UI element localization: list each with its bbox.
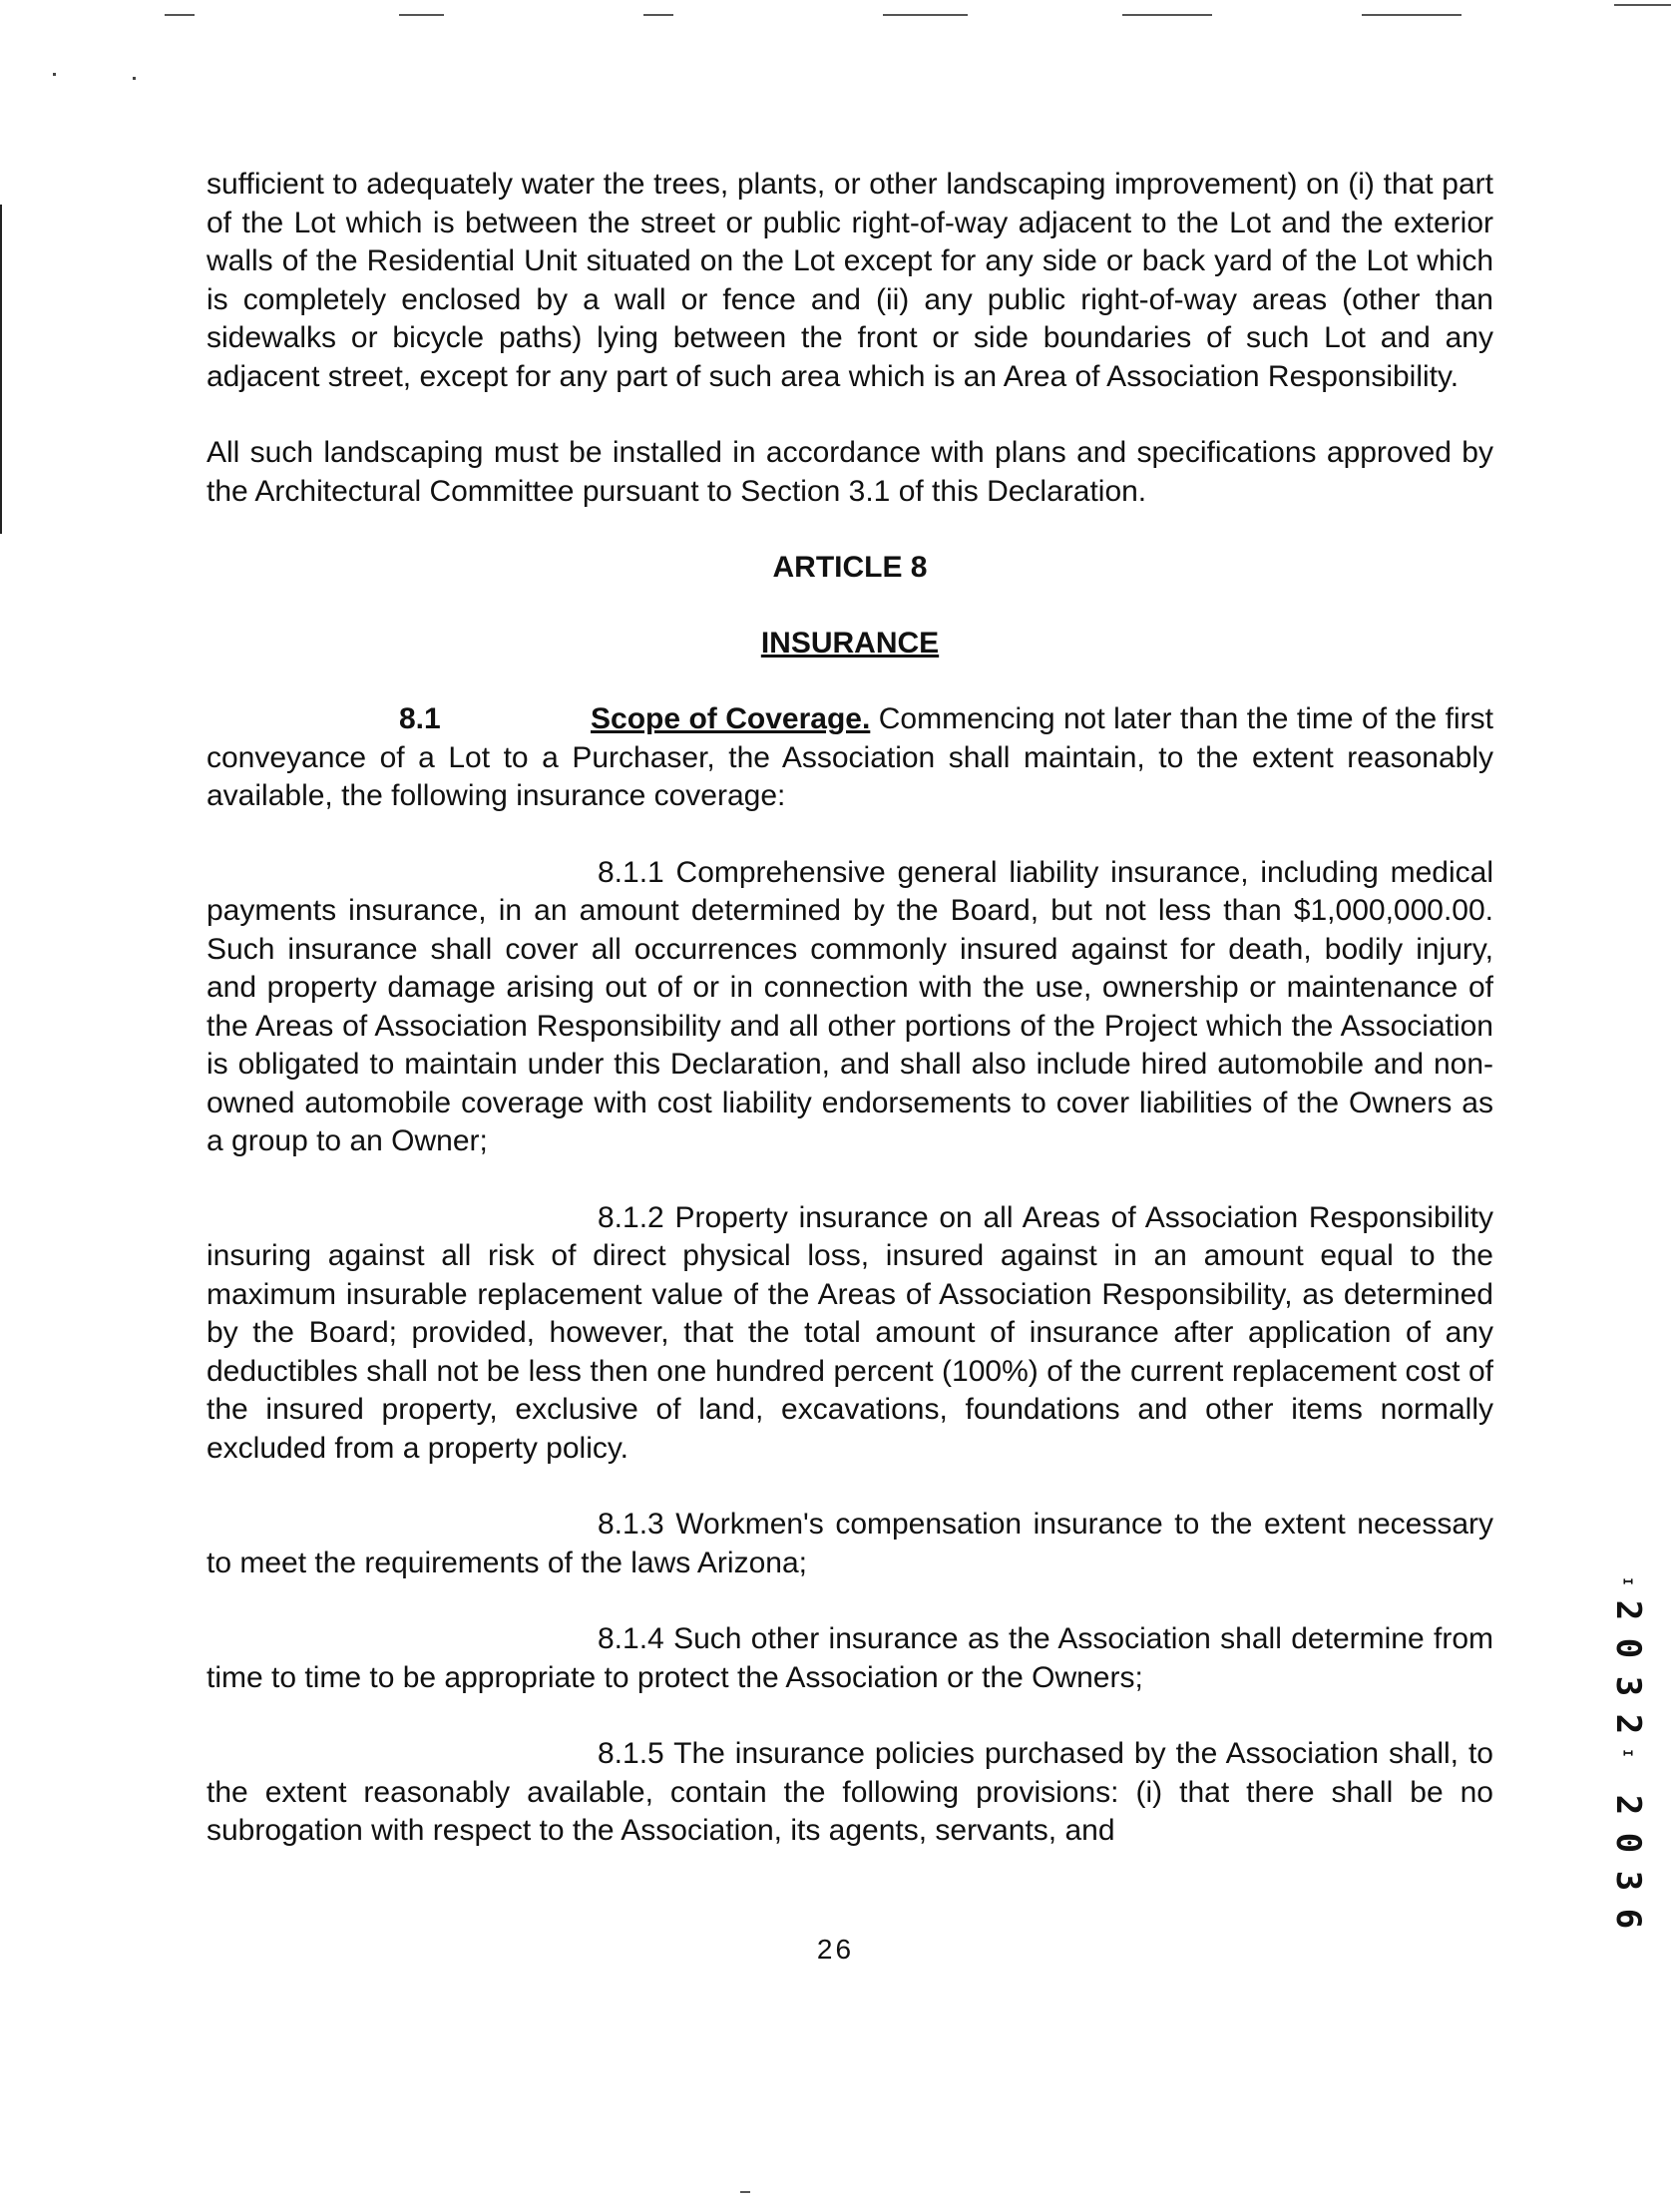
scan-artifact: [643, 14, 673, 16]
document-page: [207, 166, 1493, 1851]
stamp-mark: I: [1620, 1749, 1635, 1757]
stamp-digit: 3: [1607, 1870, 1648, 1892]
scan-artifact: [133, 77, 136, 80]
scan-artifact: [883, 14, 968, 16]
stamp-digit: 2: [1607, 1713, 1648, 1735]
scan-artifact: [1614, 4, 1671, 6]
stamp-digit: 2: [1607, 1794, 1648, 1816]
article-heading: ARTICLE 8: [772, 551, 928, 584]
scan-artifact: [399, 14, 444, 16]
page-number: 26: [816, 1934, 855, 1965]
stamp-digit: 0: [1607, 1832, 1648, 1854]
article-title-text: INSURANCE: [760, 627, 940, 660]
stamp-digit: 2: [1607, 1599, 1648, 1621]
section-title: Scope of Coverage.: [591, 702, 871, 735]
stamp-digit: 0: [1607, 1637, 1648, 1659]
scan-artifact: [53, 73, 56, 76]
stamp-mark: I: [1620, 1577, 1635, 1585]
margin-line: [0, 205, 2, 534]
scan-artifact: [740, 2191, 750, 2193]
subsection-8-1-1: 8.1.1 Comprehensive general liability insurance, including medical payments insurance, in an amount determined by the Board, but not less than $1,000,000.00. Such insurance shall cover all occurrences commonly insured against for death, bodily injury, and property damage arising out of or in connection with the use, ownership or maintenance of the Areas of Association Responsibility and all other portions of the Project which the Association is obligated to maintain under this Declaration, and shall also include hired automobile and non-owned automobile coverage with cost liability endorsements to cover liabilities of the Owners as a group to an Owner;: [207, 855, 1493, 1157]
stamp-group-1: [1608, 1571, 1648, 1763]
subsection-8-1-4: 8.1.4 Such other insurance as the Association shall determine from time to time to be appropriate to protect the Association or the Owners;: [207, 1622, 1493, 1694]
paragraph-landscaping-scope: sufficient to adequately water the trees, plants, or other landscaping improvement) on (i) that part of the Lot which is between the street or public right-of-way adjacent to the Lot and the exterior walls of the Residential Unit situated on the Lot except for any side or back yard of the Lot which is completely enclosed by a wall or fence and (ii) any public right-of-way areas (other than sidewalks or bicycle paths) lying between the front or side boundaries of such Lot and any adjacent street, except for any part of such area which is an Area of Association Responsibility.: [207, 168, 1493, 393]
subsection-8-1-2: 8.1.2 Property insurance on all Areas of Association Responsibility insuring against all risk of direct physical loss, insured against in an amount equal to the maximum insurable replacement value of the Areas of Association Responsibility, as determined by the Board; provided, however, that the total amount of insurance after application of any deductibles shall not be less then one hundred percent (100%) of the current replacement cost of the insured property, exclusive of land, excavations, foundations and other items normally excluded from a property policy.: [207, 1200, 1493, 1465]
article-title: [207, 625, 1493, 663]
scan-artifact: [165, 14, 195, 16]
section-text: Commencing not later than the time of the first conveyance of a Lot to a Purchaser, the Association shall maintain, to the extent reasonably available, the following insurance coverage:: [207, 702, 1493, 812]
paragraph-landscaping-approval: All such landscaping must be installed in accordance with plans and specifications approved by the Architectural Committee pursuant to Section 3.1 of this Declaration.: [207, 436, 1493, 508]
stamp-digit: 6: [1607, 1908, 1648, 1930]
section-number: 8.1: [399, 702, 441, 735]
scan-artifact: [1362, 14, 1462, 16]
subsection-8-1-3: 8.1.3 Workmen's compensation insurance to the extent necessary to meet the requirements of the laws Arizona;: [207, 1508, 1493, 1579]
section-8-1: [207, 700, 1493, 816]
scan-artifact: [1122, 14, 1212, 16]
subsection-8-1-5: 8.1.5 The insurance policies purchased by the Association shall, to the extent reasonably available, contain the following provisions: (i) that there shall be no subrogation with respect to the Association, its agents, servants, and: [207, 1737, 1493, 1847]
recording-stamp: [1608, 1571, 1648, 1971]
stamp-group-2: [1608, 1786, 1648, 1938]
stamp-digit: 3: [1607, 1675, 1648, 1697]
